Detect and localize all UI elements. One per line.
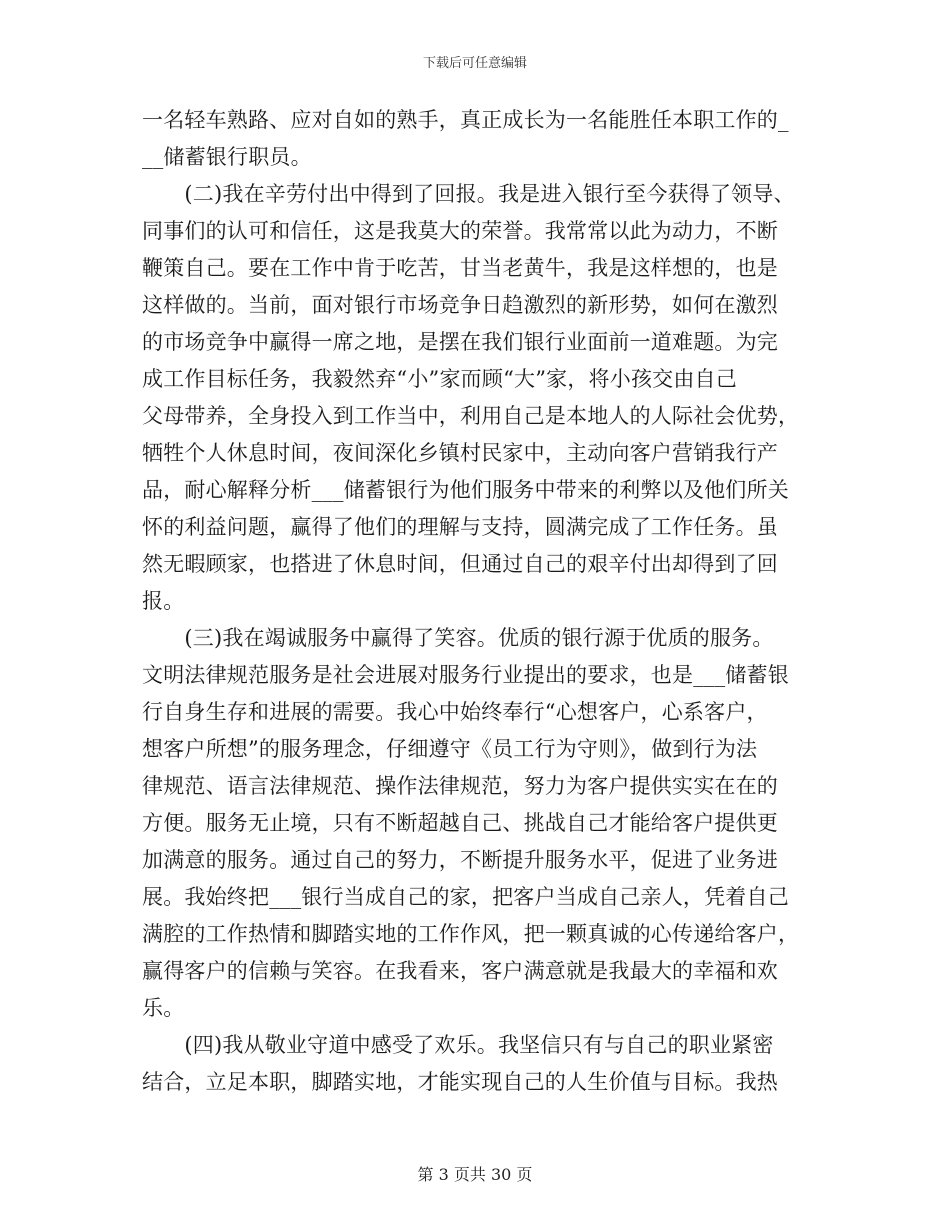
text-line: (二)我在辛劳付出中得到了回报。我是进入银行至今获得了领导、 (142, 182, 795, 206)
text-line: 成工作目标任务，我毅然弃“小”家而顾“大”家，将小孩交由自己 (142, 367, 737, 391)
text-line: 的市场竞争中赢得一席之地，是摆在我们银行业面前一道难题。为完 (142, 330, 778, 354)
text-line: 然无暇顾家，也搭进了休息时间，但通过自己的艰辛付出却得到了回 (142, 552, 778, 576)
text-line: 行自身生存和进展的需要。我心中始终奉行“心想客户，心系客户， (142, 700, 768, 724)
text-line: 律规范、语言法律规范、操作法律规范，努力为客户提供实实在在的 (142, 774, 778, 798)
text-line: 展。我始终把___银行当成自己的家，把客户当成自己亲人，凭着自己 (142, 885, 789, 909)
text-line: 报。 (142, 589, 185, 613)
text-line: 满腔的工作热情和脚踏实地的工作作风，把一颗真诚的心传递给客户， (142, 922, 800, 946)
text-line: 乐。 (142, 996, 185, 1020)
page-header: 下载后可任意编辑 (422, 56, 527, 71)
text-line: 方便。服务无止境，只有不断超越自己、挑战自己才能给客户提供更 (142, 811, 778, 835)
text-line: 父母带养，全身投入到工作当中，利用自己是本地人的人际社会优势， (142, 404, 800, 428)
text-line: (三)我在竭诚服务中赢得了笑容。优质的银行源于优质的服务。 (142, 626, 774, 650)
text-line: 品，耐心解释分析___储蓄银行为他们服务中带来的利弊以及他们所关 (142, 478, 789, 502)
text-line: 文明法律规范服务是社会进展对服务行业提出的要求，也是___储蓄银 (142, 663, 789, 687)
page-number-footer: 第 3 页共 30 页 (417, 1165, 533, 1184)
text-line: __储蓄银行职员。 (142, 145, 312, 169)
text-line: 鞭策自己。要在工作中肯于吃苦，甘当老黄牛，我是这样想的，也是 (142, 256, 778, 280)
text-line: 结合，立足本职，脚踏实地，才能实现自己的人生价值与目标。我热 (142, 1070, 778, 1094)
text-line: 赢得客户的信赖与笑容。在我看来，客户满意就是我最大的幸福和欢 (142, 959, 778, 983)
text-line: 一名轻车熟路、应对自如的熟手，真正成长为一名能胜任本职工作的_ (142, 108, 789, 132)
text-line: 想客户所想”的服务理念，仔细遵守《员工行为守则》，做到行为法 (142, 737, 758, 761)
text-line: 这样做的。当前，面对银行市场竞争日趋激烈的新形势，如何在激烈 (142, 293, 778, 317)
text-line: 加满意的服务。通过自己的努力，不断提升服务水平，促进了业务进 (142, 848, 778, 872)
document-body (142, 102, 812, 1101)
text-line: 同事们的认可和信任，这是我莫大的荣誉。我常常以此为动力，不断 (142, 219, 778, 243)
text-line: 怀的利益问题，赢得了他们的理解与支持，圆满完成了工作任务。虽 (142, 515, 778, 539)
text-line: 牺牲个人休息时间，夜间深化乡镇村民家中，主动向客户营销我行产 (142, 441, 778, 465)
text-line: (四)我从敬业守道中感受了欢乐。我坚信只有与自己的职业紧密 (142, 1033, 774, 1057)
